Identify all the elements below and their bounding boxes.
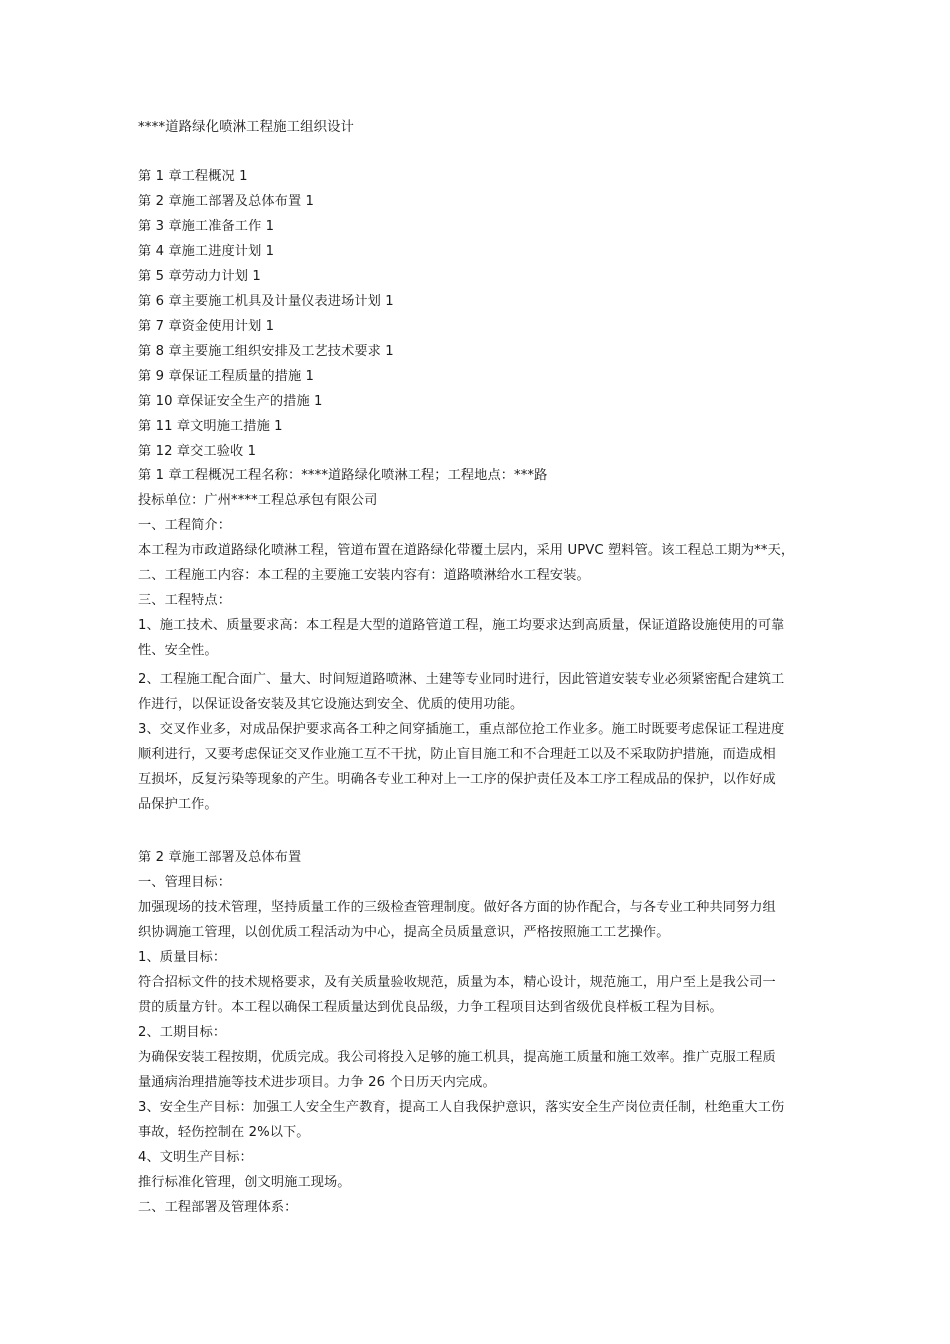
toc-item-2: 第 2 章施工部署及总体布置 1 <box>138 194 315 209</box>
body-line: 本工程为市政道路绿化喷淋工程，管道布置在道路绿化带覆土层内，采用 UPVC 塑料管。该工程总工期为**天， <box>138 543 795 558</box>
chapter-heading: 第 2 章施工部署及总体布置 <box>138 850 302 865</box>
body-line: 量通病治理措施等技术进步项目。力争 26 个日历天内完成。 <box>138 1075 496 1090</box>
toc-item-3: 第 3 章施工准备工作 1 <box>138 219 275 234</box>
toc-item-10: 第 10 章保证安全生产的措施 1 <box>138 394 323 409</box>
toc-item-8: 第 8 章主要施工组织安排及工艺技术要求 1 <box>138 344 394 359</box>
toc-item-6: 第 6 章主要施工机具及计量仪表进场计划 1 <box>138 294 394 309</box>
body-line: 顺利进行，又要考虑保证交叉作业施工互不干扰，防止盲目施工和不合理赶工以及不采取防护措施，而造成相 <box>138 747 776 762</box>
section-heading: 二、工程部署及管理体系： <box>138 1200 298 1215</box>
toc-item-12: 第 12 章交工验收 1 <box>138 444 257 459</box>
body-line: 第 1 章工程概况工程名称：****道路绿化喷淋工程；工程地点：***路 <box>138 468 548 483</box>
body-line: 织协调施工管理，以创优质工程活动为中心，提高全员质量意识，严格按照施工工艺操作。 <box>138 925 670 940</box>
body-line: 事故，轻伤控制在 2%以下。 <box>138 1125 310 1140</box>
section-heading: 三、工程特点： <box>138 593 232 608</box>
body-line: 投标单位：广州****工程总承包有限公司 <box>138 493 378 508</box>
body-line: 加强现场的技术管理，坚持质量工作的三级检查管理制度。做好各方面的协作配合，与各专业工种共同努力组 <box>138 900 776 915</box>
body-line: 3、安全生产目标：加强工人安全生产教育，提高工人自我保护意识，落实安全生产岗位责任制，杜绝重大工伤 <box>138 1100 785 1115</box>
body-line: 3、交叉作业多，对成品保护要求高各工种之间穿插施工，重点部位抢工作业多。施工时既要考虑保证工程进度 <box>138 722 785 737</box>
body-line: 符合招标文件的技术规格要求，及有关质量验收规范，质量为本，精心设计，规范施工，用户至上是我公司一 <box>138 975 776 990</box>
toc-item-4: 第 4 章施工进度计划 1 <box>138 244 275 259</box>
toc-item-7: 第 7 章资金使用计划 1 <box>138 319 275 334</box>
body-line: 互损坏，反复污染等现象的产生。明确各专业工种对上一工序的保护责任及本工序工程成品的保护，以作好成 <box>138 772 776 787</box>
toc-item-5: 第 5 章劳动力计划 1 <box>138 269 261 284</box>
section-heading: 4、文明生产目标： <box>138 1150 253 1165</box>
document-title: ****道路绿化喷淋工程施工组织设计 <box>138 120 355 135</box>
body-line: 贯的质量方针。本工程以确保工程质量达到优良品级，力争工程项目达到省级优良样板工程为目标。 <box>138 1000 723 1015</box>
body-line: 作进行，以保证设备安装及其它设施达到安全、优质的使用功能。 <box>138 697 524 712</box>
section-heading: 一、管理目标： <box>138 875 232 890</box>
body-line: 为确保安装工程按期，优质完成。我公司将投入足够的施工机具，提高施工质量和施工效率。推广克服工程质 <box>138 1050 776 1065</box>
section-heading: 2、工期目标： <box>138 1025 227 1040</box>
section-heading: 一、工程简介： <box>138 518 232 533</box>
body-line: 1、施工技术、质量要求高：本工程是大型的道路管道工程，施工均要求达到高质量，保证道路设施使用的可靠 <box>138 618 785 633</box>
toc-item-9: 第 9 章保证工程质量的措施 1 <box>138 369 315 384</box>
body-line: 推行标准化管理，创文明施工现场。 <box>138 1175 351 1190</box>
section-heading: 二、工程施工内容：本工程的主要施工安装内容有：道路喷淋给水工程安装。 <box>138 568 590 583</box>
body-line: 2、工程施工配合面广、量大、时间短道路喷淋、土建等专业同时进行，因此管道安装专业必须紧密配合建筑工 <box>138 672 785 687</box>
toc-item-11: 第 11 章文明施工措施 1 <box>138 419 283 434</box>
toc-item-1: 第 1 章工程概况 1 <box>138 169 248 184</box>
section-heading: 1、质量目标： <box>138 950 227 965</box>
body-line: 性、安全性。 <box>138 643 218 658</box>
body-line: 品保护工作。 <box>138 797 218 812</box>
